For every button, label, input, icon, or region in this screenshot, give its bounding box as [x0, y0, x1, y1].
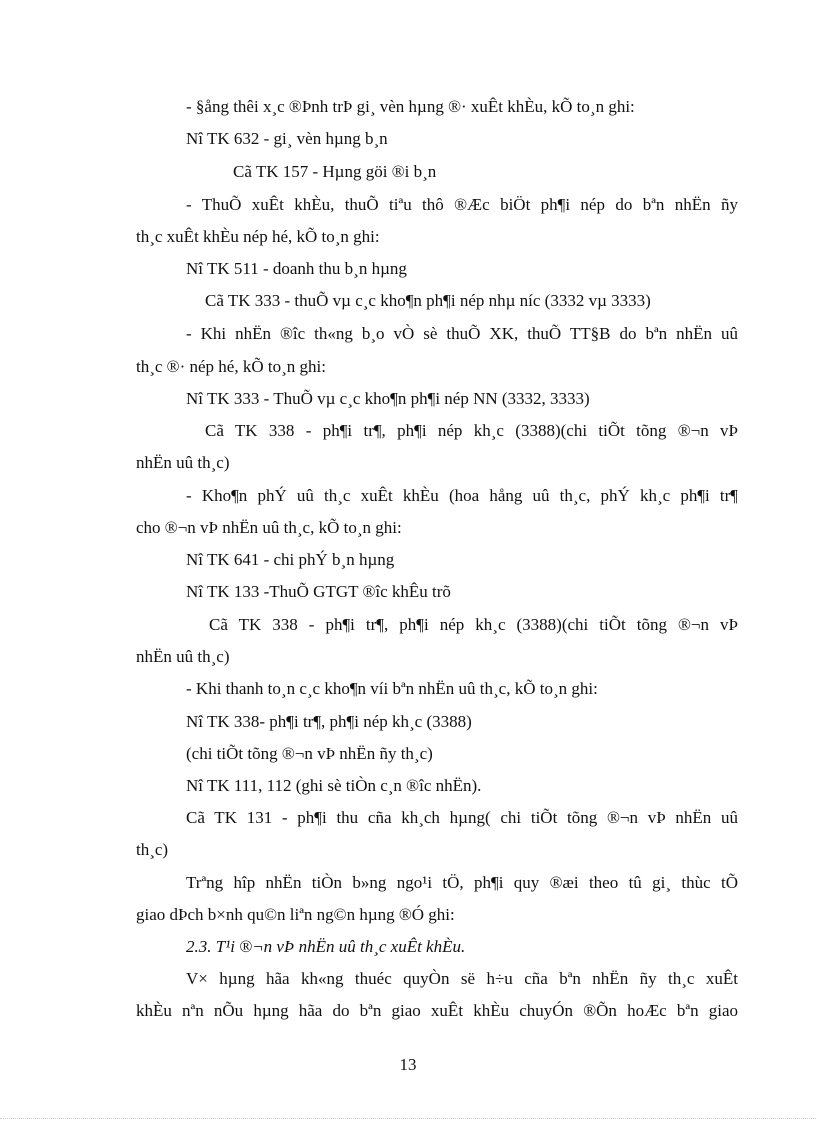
- text-line: Cã TK 338 - ph¶i tr¶, ph¶i nép kh¸c (3388)(chi tiÕt tõng ®¬n vÞ: [209, 615, 738, 634]
- text-line: nhËn uû th¸c): [136, 453, 230, 472]
- text-line: - §ång thêi x¸c ®Þnh trÞ gi¸ vèn hµng ®· xuÊt khÈu, kÕ to¸n ghi:: [186, 97, 635, 116]
- page-boundary-divider: [0, 1118, 816, 1119]
- text-line: Nî TK 641 - chi phÝ b¸n hµng: [186, 550, 395, 569]
- text-line: (chi tiÕt tõng ®¬n vÞ nhËn ñy th¸c): [186, 744, 433, 763]
- text-line: V× hµng hãa kh«ng thuéc quyÒn së h÷u cña bªn nhËn ñy th¸c xuÊt: [186, 969, 738, 988]
- text-line: nhËn uû th¸c): [136, 647, 230, 666]
- text-line: cho ®¬n vÞ nhËn uû th¸c, kÕ to¸n ghi:: [136, 518, 402, 537]
- text-line: Cã TK 338 - ph¶i tr¶, ph¶i nép kh¸c (3388)(chi tiÕt tõng ®¬n vÞ: [205, 421, 738, 440]
- text-line: Cã TK 333 - thuÕ vµ c¸c kho¶n ph¶i nép nhµ níc (3332 vµ 3333): [205, 291, 651, 310]
- text-line: th¸c ®· nép hé, kÕ to¸n ghi:: [136, 357, 326, 376]
- text-line: Nî TK 632 - gi¸ vèn hµng b¸n: [186, 129, 388, 148]
- text-line: - Kho¶n phÝ uû th¸c xuÊt khÈu (hoa hång uû th¸c, phÝ kh¸c ph¶i tr¶: [186, 486, 738, 505]
- text-line: th¸c): [136, 840, 169, 859]
- page-number: 13: [399, 1055, 417, 1074]
- text-line: Cã TK 157 - Hµng göi ®i b¸n: [233, 162, 437, 181]
- text-line: - Khi thanh to¸n c¸c kho¶n víi bªn nhËn uû th¸c, kÕ to¸n ghi:: [186, 679, 598, 698]
- text-line: Nî TK 511 - doanh thu b¸n hµng: [186, 259, 407, 278]
- text-line: Nî TK 333 - ThuÕ vµ c¸c kho¶n ph¶i nép NN (3332, 3333): [186, 389, 590, 408]
- text-line: Nî TK 338- ph¶i tr¶, ph¶i nép kh¸c (3388): [186, 712, 472, 731]
- text-line: Nî TK 111, 112 (ghi sè tiÒn c¸n ®îc nhËn).: [186, 776, 482, 795]
- text-line: Nî TK 133 -ThuÕ GTGT ®îc khÊu trõ: [186, 582, 451, 601]
- text-line: Cã TK 131 - ph¶i thu cña kh¸ch hµng( chi tiÕt tõng ®¬n vÞ nhËn uû: [186, 808, 738, 827]
- text-line: th¸c xuÊt khÈu nép hé, kÕ to¸n ghi:: [136, 227, 380, 246]
- section-heading: 2.3. T¹i ®¬n vÞ nhËn uû th¸c xuÊt khÈu.: [186, 937, 466, 956]
- text-line: Trªng hîp nhËn tiÒn b»ng ngo¹i tÖ, ph¶i quy ®æi theo tû gi¸ thùc tÕ: [186, 873, 738, 892]
- text-line: - Khi nhËn ®îc th«ng b¸o vÒ sè thuÕ XK, thuÕ TT§B do bªn nhËn uû: [186, 324, 738, 343]
- text-line: khÈu nªn nÕu hµng hãa do bªn giao xuÊt khÈu chuyÓn ®Õn hoÆc bªn giao: [136, 1001, 738, 1020]
- text-line: - ThuÕ xuÊt khÈu, thuÕ tiªu thô ®Æc biÖt ph¶i nép do bªn nhËn ñy: [186, 195, 738, 214]
- text-line: giao dÞch b×nh qu©n liªn ng©n hµng ®Ó ghi:: [136, 905, 455, 924]
